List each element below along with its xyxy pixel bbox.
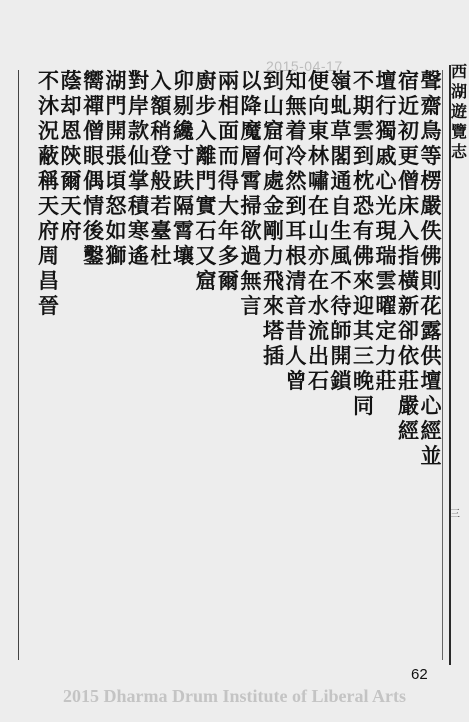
text-char: 獅 [105, 243, 127, 268]
text-char: 指 [398, 243, 419, 268]
text-char: 後 [83, 218, 104, 243]
text-char: 嚴 [398, 393, 419, 418]
text-column [396, 68, 422, 443]
title-char: 湖 [450, 82, 467, 101]
text-char: 嘯 [308, 168, 329, 193]
text-char: 鳥 [420, 118, 442, 143]
text-char: 禪 [83, 93, 104, 118]
text-char: 相 [218, 93, 239, 118]
text-column [418, 68, 444, 468]
text-char: 言 [240, 293, 262, 318]
text-char: 仙 [128, 143, 149, 168]
text-char: 出 [308, 343, 329, 368]
text-char: 入 [398, 218, 419, 243]
text-char: 有 [353, 218, 374, 243]
text-char: 待 [330, 293, 352, 318]
text-char: 師 [330, 318, 352, 343]
text-char: 壤 [173, 243, 194, 268]
text-column [306, 68, 332, 393]
text-char: 山 [308, 218, 329, 243]
text-char: 處 [263, 168, 284, 193]
text-char: 臺 [150, 218, 172, 243]
text-char: 門 [105, 93, 127, 118]
text-char: 天 [38, 193, 59, 218]
text-char: 心 [375, 168, 397, 193]
text-char: 杜 [150, 243, 172, 268]
text-char: 冷 [285, 143, 307, 168]
text-char: 不 [38, 68, 59, 93]
text-char: 卯 [173, 68, 194, 93]
text-char: 金 [263, 193, 284, 218]
text-char: 若 [150, 193, 172, 218]
text-char: 莊 [375, 368, 397, 393]
text-char: 晉 [38, 293, 59, 318]
title-strip [450, 62, 468, 162]
text-column [283, 68, 309, 393]
text-char: 昌 [38, 268, 59, 293]
text-char: 瑞 [375, 243, 397, 268]
left-border-line [18, 70, 19, 660]
text-char: 陝 [60, 143, 82, 168]
text-char: 不 [330, 268, 352, 293]
text-char: 石 [308, 368, 329, 393]
text-char: 情 [83, 193, 104, 218]
text-char: 來 [353, 268, 374, 293]
title-char: 遊 [450, 102, 467, 121]
text-char: 戚 [375, 143, 397, 168]
title-char: 志 [450, 142, 467, 161]
text-char: 飛 [263, 268, 284, 293]
text-char: 開 [330, 343, 352, 368]
text-char: 眼 [83, 143, 104, 168]
text-char: 則 [420, 268, 442, 293]
text-char: 通 [330, 168, 352, 193]
text-char: 開 [105, 118, 127, 143]
text-char: 入 [150, 68, 172, 93]
text-char: 登 [150, 143, 172, 168]
text-column [373, 68, 399, 393]
text-char: 經 [420, 418, 442, 443]
text-column [328, 68, 354, 393]
text-char: 對 [128, 68, 149, 93]
text-char: 嚮 [83, 68, 104, 93]
text-char: 根 [285, 243, 307, 268]
side-note: 三 [450, 509, 460, 520]
text-char: 周 [38, 243, 59, 268]
text-char: 門 [195, 168, 217, 193]
text-char: 蔭 [60, 68, 82, 93]
text-char: 初 [398, 118, 419, 143]
text-char: 步 [195, 93, 217, 118]
text-char: 如 [105, 218, 127, 243]
text-char: 佚 [420, 218, 442, 243]
text-char: 供 [420, 343, 442, 368]
text-char: 剔 [173, 93, 194, 118]
text-char: 偶 [83, 168, 104, 193]
text-char: 其 [353, 318, 374, 343]
text-char: 壇 [420, 368, 442, 393]
text-char: 流 [308, 318, 329, 343]
text-char: 山 [263, 93, 284, 118]
text-char: 塔 [263, 318, 284, 343]
text-char: 行 [375, 93, 397, 118]
text-char: 清 [285, 268, 307, 293]
text-char: 心 [420, 393, 442, 418]
text-char: 知 [285, 68, 307, 93]
text-char: 府 [38, 218, 59, 243]
text-char: 來 [263, 293, 284, 318]
text-char: 入 [195, 118, 217, 143]
text-char: 多 [218, 243, 239, 268]
text-char: 並 [420, 443, 442, 468]
text-column [148, 68, 174, 268]
text-char: 定 [375, 318, 397, 343]
text-char: 雲 [375, 268, 397, 293]
text-char: 橫 [398, 268, 419, 293]
text-char: 力 [263, 243, 284, 268]
text-char: 面 [218, 118, 239, 143]
text-char: 林 [308, 143, 329, 168]
text-char: 向 [308, 93, 329, 118]
text-char: 壇 [375, 68, 397, 93]
text-char: 魔 [240, 118, 262, 143]
text-column [216, 68, 242, 293]
text-char: 霄 [240, 168, 262, 193]
text-char: 更 [398, 143, 419, 168]
text-char: 昔 [285, 318, 307, 343]
text-char: 經 [398, 418, 419, 443]
text-column [126, 68, 152, 268]
text-char: 亦 [308, 243, 329, 268]
text-char: 降 [240, 93, 262, 118]
text-char: 僧 [398, 168, 419, 193]
text-char: 曜 [375, 293, 397, 318]
text-char: 人 [285, 343, 307, 368]
text-column [58, 68, 84, 243]
text-char: 天 [60, 193, 82, 218]
text-char: 着 [285, 118, 307, 143]
text-char: 却 [60, 93, 82, 118]
text-char: 虬 [330, 93, 352, 118]
text-char: 露 [420, 318, 442, 343]
text-char: 得 [218, 168, 239, 193]
text-char: 怒 [105, 193, 127, 218]
text-char: 然 [285, 168, 307, 193]
text-char: 聲 [420, 68, 442, 93]
text-char: 鑿 [83, 243, 104, 268]
text-char: 恐 [353, 193, 374, 218]
text-char: 積 [128, 193, 149, 218]
text-char: 爾 [218, 268, 239, 293]
text-column [193, 68, 219, 293]
text-char: 遙 [128, 243, 149, 268]
text-char: 掃 [240, 193, 262, 218]
text-char: 欲 [240, 218, 262, 243]
text-char: 東 [308, 118, 329, 143]
text-char: 期 [353, 93, 374, 118]
text-char: 隔 [173, 193, 194, 218]
text-char: 枕 [353, 168, 374, 193]
text-char: 雲 [353, 118, 374, 143]
text-char: 花 [420, 293, 442, 318]
text-char: 款 [128, 118, 149, 143]
text-char: 迎 [353, 293, 374, 318]
text-char: 層 [240, 143, 262, 168]
text-char: 岸 [128, 93, 149, 118]
text-char: 到 [353, 143, 374, 168]
text-char: 插 [263, 343, 284, 368]
text-char: 楞 [420, 168, 442, 193]
text-char: 自 [330, 193, 352, 218]
text-char: 宿 [398, 68, 419, 93]
text-char: 草 [330, 118, 352, 143]
text-char: 僧 [83, 118, 104, 143]
text-char: 現 [375, 218, 397, 243]
text-char: 生 [330, 218, 352, 243]
text-char: 到 [263, 68, 284, 93]
text-char: 近 [398, 93, 419, 118]
text-char: 卻 [398, 318, 419, 343]
text-char: 實 [195, 193, 217, 218]
text-char: 以 [240, 68, 262, 93]
text-char: 窟 [263, 118, 284, 143]
text-char: 沐 [38, 93, 59, 118]
text-char: 石 [195, 218, 217, 243]
text-char: 剛 [263, 218, 284, 243]
text-char: 曾 [285, 368, 307, 393]
text-char: 張 [105, 143, 127, 168]
text-char: 鎖 [330, 368, 352, 393]
text-char: 在 [308, 193, 329, 218]
text-char: 佛 [420, 243, 442, 268]
text-column [238, 68, 264, 318]
text-char: 齋 [420, 93, 442, 118]
text-char: 便 [308, 68, 329, 93]
text-column [171, 68, 197, 268]
text-char: 況 [38, 118, 59, 143]
text-char: 同 [353, 393, 374, 418]
text-char: 佛 [353, 243, 374, 268]
text-char: 離 [195, 143, 217, 168]
text-char: 又 [195, 243, 217, 268]
text-char: 大 [218, 193, 239, 218]
text-char: 纔 [173, 118, 194, 143]
text-column [81, 68, 107, 268]
text-char: 而 [218, 143, 239, 168]
date-stamp: 2015-04-17 [266, 58, 343, 74]
text-char: 音 [285, 293, 307, 318]
text-char: 在 [308, 268, 329, 293]
text-char: 光 [375, 193, 397, 218]
text-char: 無 [285, 93, 307, 118]
text-char: 蔽 [38, 143, 59, 168]
text-char: 等 [420, 143, 442, 168]
title-char: 覽 [450, 122, 467, 141]
text-char: 水 [308, 293, 329, 318]
text-char: 莊 [398, 368, 419, 393]
page-number: 62 [411, 666, 428, 683]
text-char: 窟 [195, 268, 217, 293]
text-char: 依 [398, 343, 419, 368]
text-char: 到 [285, 193, 307, 218]
text-char: 無 [240, 268, 262, 293]
text-column [351, 68, 377, 418]
text-char: 新 [398, 293, 419, 318]
text-char: 風 [330, 243, 352, 268]
text-column [103, 68, 129, 268]
text-char: 年 [218, 218, 239, 243]
text-char: 力 [375, 343, 397, 368]
text-char: 三 [353, 343, 374, 368]
text-char: 趺 [173, 168, 194, 193]
text-char: 恩 [60, 118, 82, 143]
text-char: 寸 [173, 143, 194, 168]
text-char: 晚 [353, 368, 374, 393]
text-char: 府 [60, 218, 82, 243]
text-char: 稱 [38, 168, 59, 193]
text-char: 何 [263, 143, 284, 168]
text-char: 稍 [150, 118, 172, 143]
text-char: 寒 [128, 218, 149, 243]
text-char: 嶺 [330, 68, 352, 93]
title-char: 西 [450, 62, 467, 81]
text-char: 廚 [195, 68, 217, 93]
text-char: 獨 [375, 118, 397, 143]
text-char: 湖 [105, 68, 127, 93]
text-column [261, 68, 287, 368]
text-char: 掌 [128, 168, 149, 193]
text-column [36, 68, 62, 318]
text-char: 閣 [330, 143, 352, 168]
text-char: 頃 [105, 168, 127, 193]
text-char: 兩 [218, 68, 239, 93]
text-char: 爾 [60, 168, 82, 193]
text-char: 額 [150, 93, 172, 118]
text-char: 耳 [285, 218, 307, 243]
text-char: 過 [240, 243, 262, 268]
text-char: 霄 [173, 218, 194, 243]
text-char: 般 [150, 168, 172, 193]
watermark: 2015 Dharma Drum Institute of Liberal Arts [63, 686, 406, 706]
text-char: 嚴 [420, 193, 442, 218]
text-char: 不 [353, 68, 374, 93]
text-char: 床 [398, 193, 419, 218]
